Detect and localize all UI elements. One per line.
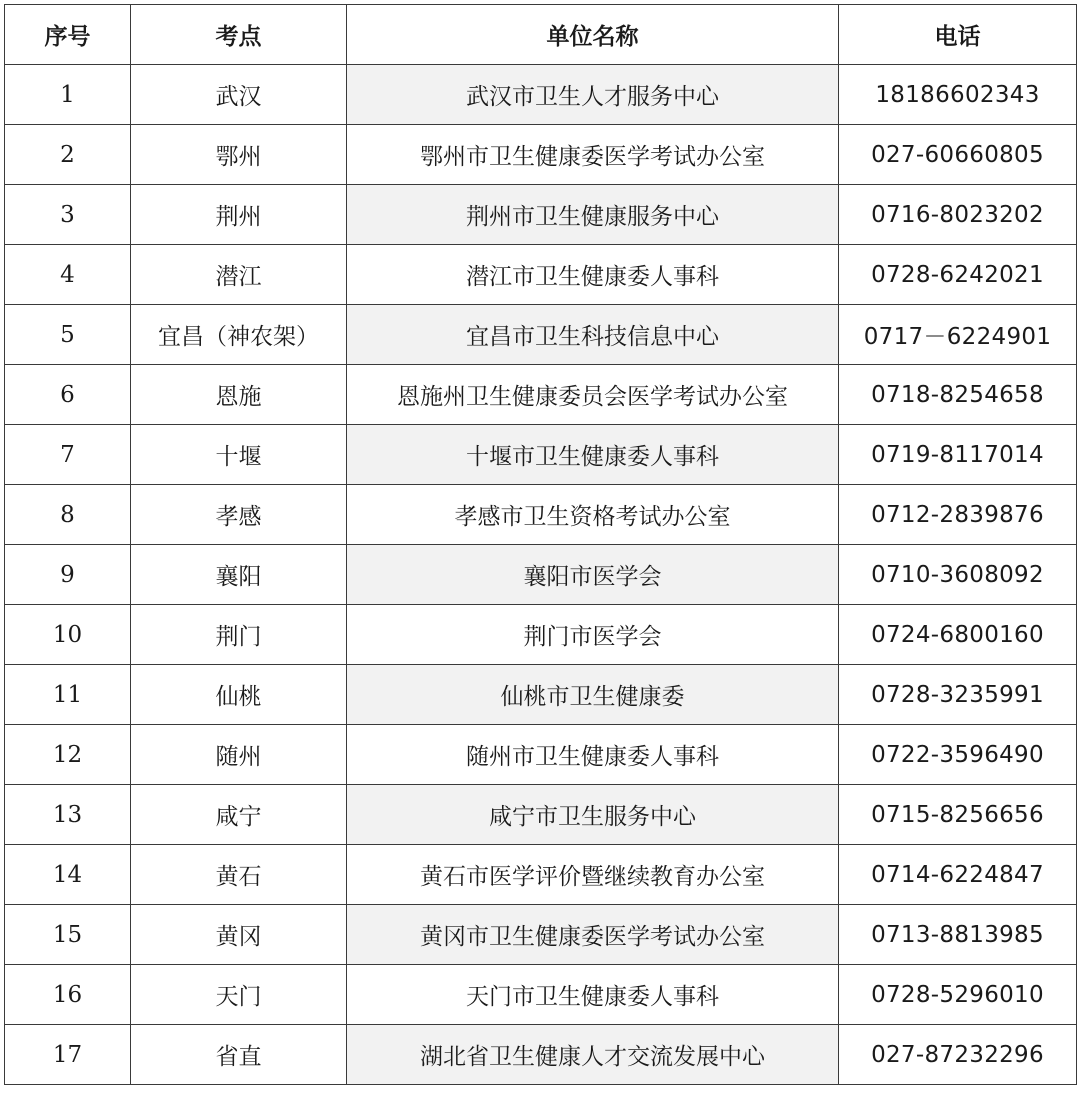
header-site: 考点	[131, 5, 347, 65]
row-site: 仙桃	[131, 665, 347, 725]
table-row	[5, 845, 1077, 905]
header-row	[5, 5, 1077, 65]
table-row	[5, 365, 1077, 425]
row-index: 5	[5, 305, 131, 365]
table-row	[5, 185, 1077, 245]
row-phone: 0715-8256656	[839, 785, 1077, 845]
table-row	[5, 245, 1077, 305]
row-index: 6	[5, 365, 131, 425]
row-unit: 湖北省卫生健康人才交流发展中心	[347, 1025, 839, 1085]
row-index: 12	[5, 725, 131, 785]
row-site: 黄冈	[131, 905, 347, 965]
row-unit: 襄阳市医学会	[347, 545, 839, 605]
row-site: 武汉	[131, 65, 347, 125]
table-row	[5, 725, 1077, 785]
table-row	[5, 785, 1077, 845]
row-phone: 0710-3608092	[839, 545, 1077, 605]
table-row	[5, 65, 1077, 125]
header-phone: 电话	[839, 5, 1077, 65]
row-unit: 仙桃市卫生健康委	[347, 665, 839, 725]
row-site: 十堰	[131, 425, 347, 485]
row-index: 11	[5, 665, 131, 725]
row-unit: 荆州市卫生健康服务中心	[347, 185, 839, 245]
row-phone: 0728-6242021	[839, 245, 1077, 305]
row-phone: 0717－6224901	[839, 305, 1077, 365]
row-index: 10	[5, 605, 131, 665]
table-row	[5, 125, 1077, 185]
row-site: 宜昌（神农架）	[131, 305, 347, 365]
row-site: 恩施	[131, 365, 347, 425]
row-unit: 鄂州市卫生健康委医学考试办公室	[347, 125, 839, 185]
row-site: 黄石	[131, 845, 347, 905]
row-unit: 孝感市卫生资格考试办公室	[347, 485, 839, 545]
row-site: 潜江	[131, 245, 347, 305]
row-phone: 027-87232296	[839, 1025, 1077, 1085]
row-phone: 0714-6224847	[839, 845, 1077, 905]
row-index: 16	[5, 965, 131, 1025]
row-index: 9	[5, 545, 131, 605]
header-unit: 单位名称	[347, 5, 839, 65]
table-row	[5, 665, 1077, 725]
row-phone: 0724-6800160	[839, 605, 1077, 665]
row-index: 1	[5, 65, 131, 125]
header-index: 序号	[5, 5, 131, 65]
row-unit: 潜江市卫生健康委人事科	[347, 245, 839, 305]
row-index: 15	[5, 905, 131, 965]
row-unit: 咸宁市卫生服务中心	[347, 785, 839, 845]
row-phone: 0716-8023202	[839, 185, 1077, 245]
row-unit: 恩施州卫生健康委员会医学考试办公室	[347, 365, 839, 425]
table-row	[5, 1025, 1077, 1085]
row-phone: 0728-5296010	[839, 965, 1077, 1025]
table-row	[5, 605, 1077, 665]
row-phone: 0718-8254658	[839, 365, 1077, 425]
row-unit: 荆门市医学会	[347, 605, 839, 665]
row-index: 8	[5, 485, 131, 545]
row-unit: 十堰市卫生健康委人事科	[347, 425, 839, 485]
row-index: 14	[5, 845, 131, 905]
table-row	[5, 485, 1077, 545]
row-phone: 0722-3596490	[839, 725, 1077, 785]
row-site: 咸宁	[131, 785, 347, 845]
row-unit: 宜昌市卫生科技信息中心	[347, 305, 839, 365]
row-site: 省直	[131, 1025, 347, 1085]
row-phone: 0712-2839876	[839, 485, 1077, 545]
row-site: 孝感	[131, 485, 347, 545]
row-unit: 天门市卫生健康委人事科	[347, 965, 839, 1025]
row-site: 鄂州	[131, 125, 347, 185]
table-row	[5, 305, 1077, 365]
row-phone: 18186602343	[839, 65, 1077, 125]
row-site: 随州	[131, 725, 347, 785]
row-unit: 黄石市医学评价暨继续教育办公室	[347, 845, 839, 905]
row-index: 3	[5, 185, 131, 245]
row-index: 2	[5, 125, 131, 185]
row-index: 4	[5, 245, 131, 305]
row-phone: 027-60660805	[839, 125, 1077, 185]
contact-table	[4, 4, 1077, 1085]
table-row	[5, 965, 1077, 1025]
row-phone: 0713-8813985	[839, 905, 1077, 965]
table-row	[5, 545, 1077, 605]
table-row	[5, 425, 1077, 485]
row-phone: 0728-3235991	[839, 665, 1077, 725]
row-index: 17	[5, 1025, 131, 1085]
row-site: 襄阳	[131, 545, 347, 605]
row-unit: 武汉市卫生人才服务中心	[347, 65, 839, 125]
row-unit: 随州市卫生健康委人事科	[347, 725, 839, 785]
row-site: 荆州	[131, 185, 347, 245]
row-unit: 黄冈市卫生健康委医学考试办公室	[347, 905, 839, 965]
row-site: 天门	[131, 965, 347, 1025]
table-body	[5, 65, 1077, 1085]
row-index: 13	[5, 785, 131, 845]
table-row	[5, 905, 1077, 965]
row-phone: 0719-8117014	[839, 425, 1077, 485]
row-site: 荆门	[131, 605, 347, 665]
row-index: 7	[5, 425, 131, 485]
